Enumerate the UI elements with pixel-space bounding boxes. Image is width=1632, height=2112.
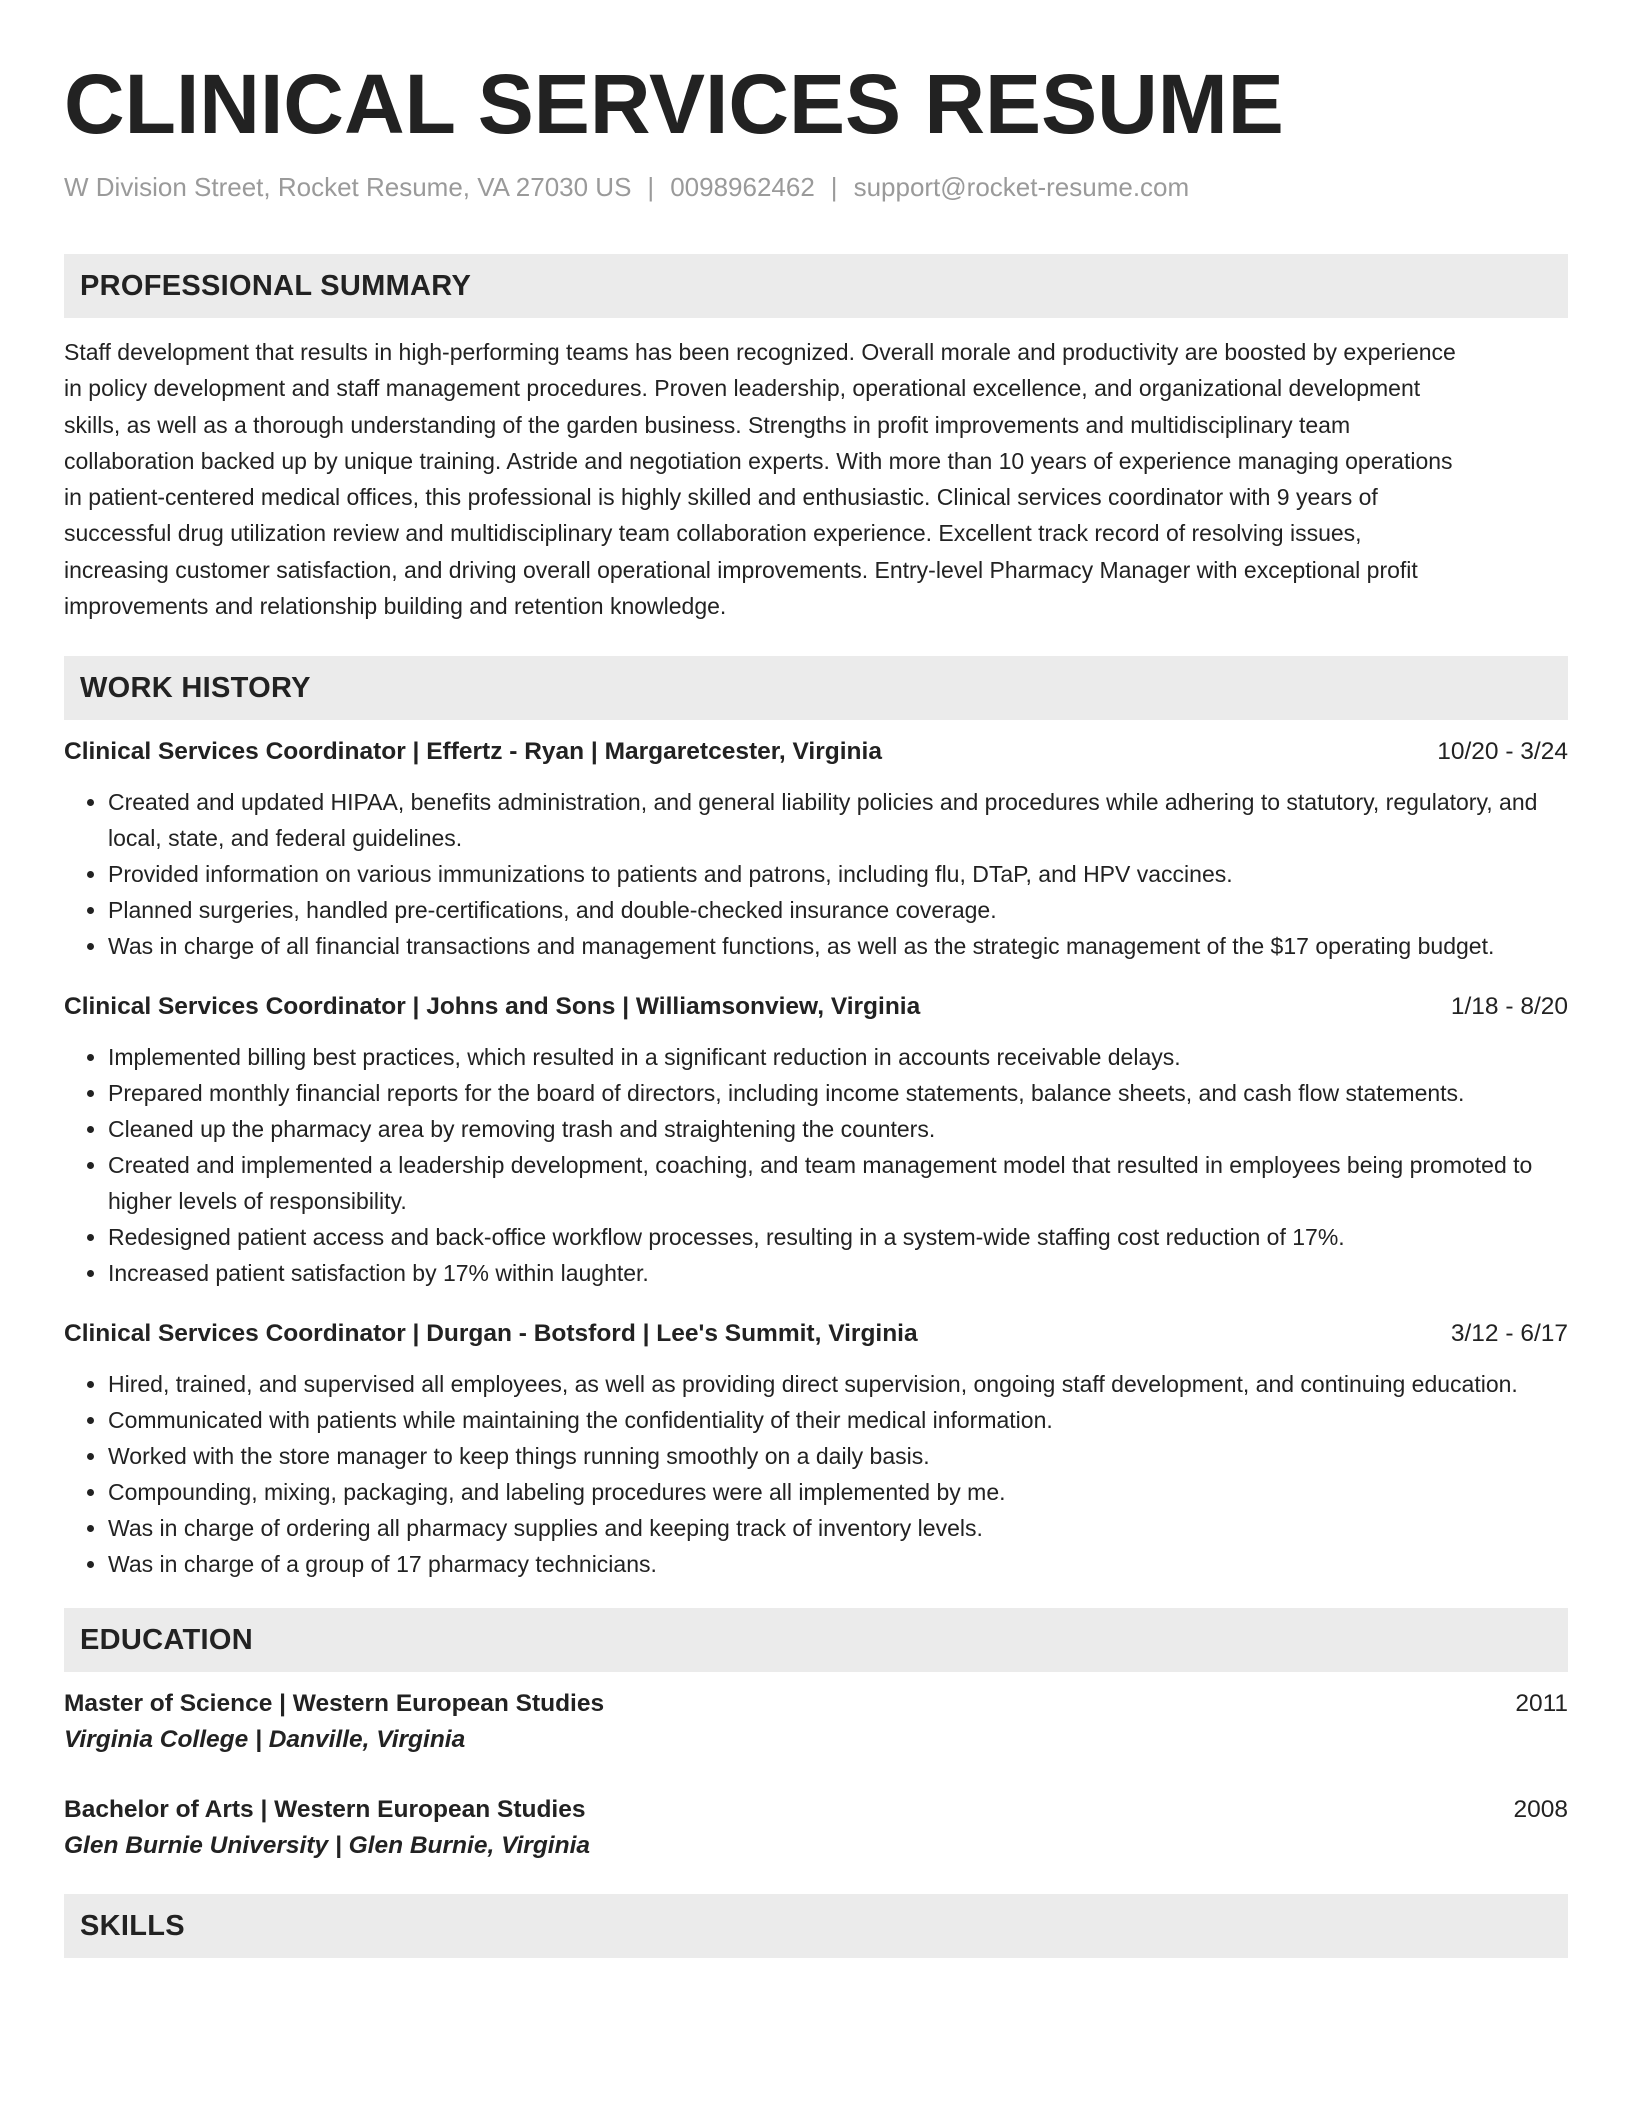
job-bullet: • Redesigned patient access and back-office workflow processes, resulting in a system-wide staffing cost reduction of 17%. (108, 1219, 1568, 1255)
summary-line: improvements and relationship building and retention knowledge. (64, 593, 727, 620)
job-bullet: • Created and updated HIPAA, benefits administration, and general liability policies and procedures while adhering to statutory, regulatory, and local, state, and federal guidelines. (108, 784, 1568, 856)
job-bullet: • Cleaned up the pharmacy area by removing trash and straightening the counters. (108, 1111, 1568, 1147)
job-bullets (64, 1366, 1568, 1582)
job-bullet: • Prepared monthly financial reports for the board of directors, including income statements, balance sheets, and cash flow statements. (108, 1075, 1568, 1111)
job-bullet: • Compounding, mixing, packaging, and labeling procedures were all implemented by me. (108, 1474, 1568, 1510)
summary-text (64, 334, 1568, 624)
job-dates: 10/20 - 3/24 (1437, 738, 1568, 766)
summary-line: collaboration backed up by unique training. Astride and negotiation experts. With more than 10 years of experience managing operations (64, 447, 1453, 474)
job-bullet: • Hired, trained, and supervised all employees, as well as providing direct supervision, ongoing staff development, and continuing education. (108, 1366, 1568, 1402)
summary-line: increasing customer satisfaction, and driving overall operational improvements. Entry-level Pharmacy Manager with exceptional profit (64, 556, 1418, 583)
job-bullets (64, 784, 1568, 964)
job-entry (64, 1316, 1568, 1582)
job-bullet: • Created and implemented a leadership development, coaching, and team management model that resulted in employees being promoted to higher levels of responsibility. (108, 1147, 1568, 1219)
job-bullet: • Communicated with patients while maintaining the confidentiality of their medical information. (108, 1402, 1568, 1438)
job-bullets (64, 1039, 1568, 1291)
job-title: Clinical Services Coordinator | Johns and Sons | Williamsonview, Virginia (64, 993, 921, 1021)
summary-line: in policy development and staff management procedures. Proven leadership, operational excellence, and organizational development (64, 375, 1421, 402)
job-title: Clinical Services Coordinator | Durgan - Botsford | Lee's Summit, Virginia (64, 1320, 918, 1348)
job-dates: 3/12 - 6/17 (1450, 1320, 1568, 1348)
job-title: Clinical Services Coordinator | Effertz - Ryan | Margaretcester, Virginia (64, 738, 882, 766)
contact-phone: 0098962462 (670, 172, 815, 202)
summary-line: skills, as well as a thorough understanding of the garden business. Strengths in profit improvements and multidisciplinary team (64, 411, 1351, 438)
education-entry (64, 1792, 1568, 1864)
contact-separator: | (830, 172, 838, 202)
job-entry (64, 734, 1568, 964)
job-bullet: • Worked with the store manager to keep things running smoothly on a daily basis. (108, 1438, 1568, 1474)
education-entry (64, 1686, 1568, 1758)
job-bullet: • Provided information on various immunizations to patients and patrons, including flu, DTaP, and HPV vaccines. (108, 856, 1568, 892)
job-bullet: • Planned surgeries, handled pre-certifications, and double-checked insurance coverage. (108, 892, 1568, 928)
education-year: 2008 (1513, 1796, 1568, 1824)
education-header (64, 1686, 1568, 1722)
education-year: 2011 (1515, 1690, 1568, 1718)
job-bullet: • Increased patient satisfaction by 17% within laughter. (108, 1255, 1568, 1291)
job-header (64, 989, 1568, 1025)
section-heading-work-history: WORK HISTORY (64, 656, 1568, 720)
contact-email: support@rocket-resume.com (853, 172, 1190, 202)
section-heading-summary: PROFESSIONAL SUMMARY (64, 254, 1568, 318)
section-heading-skills: SKILLS (64, 1894, 1568, 1958)
education-header (64, 1792, 1568, 1828)
job-dates: 1/18 - 8/20 (1450, 993, 1568, 1021)
contact-separator: | (647, 172, 655, 202)
job-bullet: • Was in charge of a group of 17 pharmacy technicians. (108, 1546, 1568, 1582)
summary-line: successful drug utilization review and multidisciplinary team collaboration experience. Excellent track record of resolving issues, (64, 520, 1362, 547)
contact-line (64, 170, 1568, 204)
education-degree: Master of Science | Western European Studies (64, 1690, 605, 1718)
resume-title: CLINICAL SERVICES RESUME (64, 57, 1284, 151)
job-bullet: • Was in charge of ordering all pharmacy supplies and keeping track of inventory levels. (108, 1510, 1568, 1546)
education-school: Virginia College | Danville, Virginia (64, 1726, 466, 1754)
job-header (64, 1316, 1568, 1352)
job-header (64, 734, 1568, 770)
education-school: Glen Burnie University | Glen Burnie, Virginia (64, 1832, 591, 1860)
summary-line: in patient-centered medical offices, this professional is highly skilled and enthusiastic. Clinical services coordinator with 9 years of (64, 484, 1378, 511)
job-bullet: • Implemented billing best practices, which resulted in a significant reduction in accounts receivable delays. (108, 1039, 1568, 1075)
summary-line: Staff development that results in high-performing teams has been recognized. Overall morale and productivity are boosted by experience (64, 339, 1456, 365)
job-bullet: • Was in charge of all financial transactions and management functions, as well as the strategic management of the $17 operating budget. (108, 928, 1568, 964)
section-heading-education: EDUCATION (64, 1608, 1568, 1672)
job-entry (64, 989, 1568, 1291)
education-degree: Bachelor of Arts | Western European Studies (64, 1796, 586, 1824)
contact-address: W Division Street, Rocket Resume, VA 27030 US (64, 172, 632, 202)
